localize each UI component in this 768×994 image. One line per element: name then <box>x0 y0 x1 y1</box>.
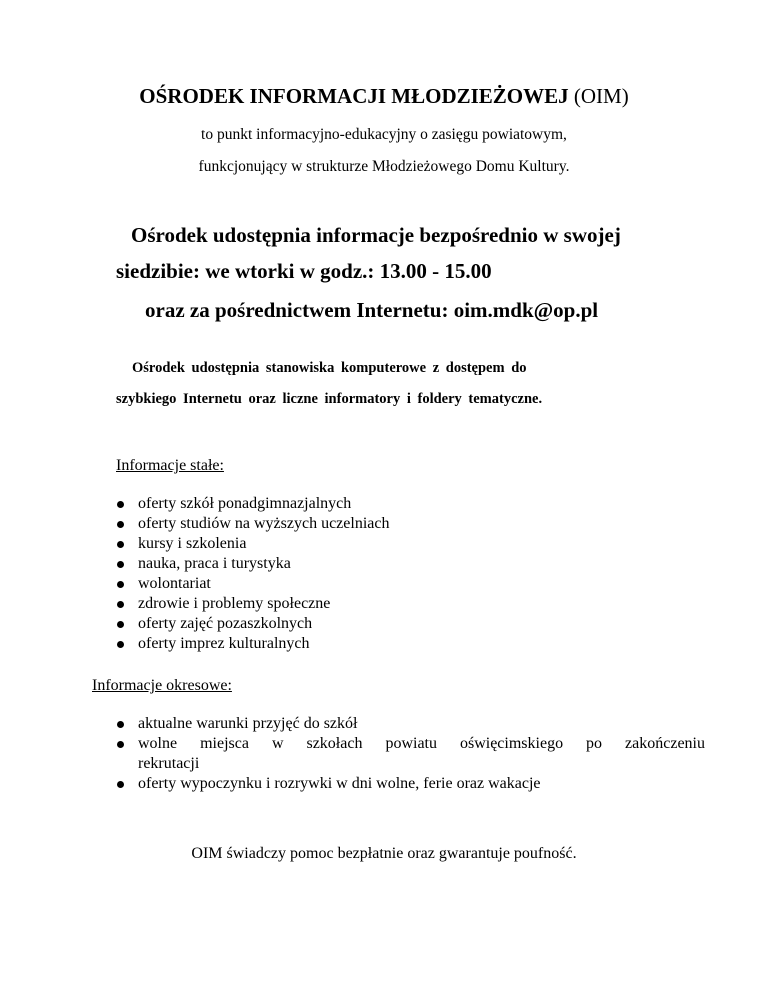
list-item <box>117 734 707 774</box>
intro-line-1: to punkt informacyjno-edukacyjny o zasięgu powiatowym, <box>201 126 567 143</box>
list-item: nauka, praca i turystyka <box>117 554 537 574</box>
periodic-list <box>117 714 707 794</box>
page-title <box>0 84 768 108</box>
list-item-line: rekrutacji <box>138 755 200 772</box>
periodic-heading: Informacje okresowe: <box>92 677 232 694</box>
title-main: OŚRODEK INFORMACJI MŁODZIEŻOWEJ <box>139 84 569 108</box>
list-item: oferty imprez kulturalnych <box>117 634 537 654</box>
list-item: aktualne warunki przyjęć do szkół <box>117 714 707 734</box>
permanent-list <box>117 494 537 654</box>
list-item: oferty studiów na wyższych uczelniach <box>117 514 537 534</box>
list-item: oferty wypoczynku i rozrywki w dni wolne, ferie oraz wakacje <box>117 774 707 794</box>
footer-note: OIM świadczy pomoc bezpłatnie oraz gwarantuje poufność. <box>191 845 577 862</box>
list-item: kursy i szkolenia <box>117 534 537 554</box>
list-item: oferty szkół ponadgimnazjalnych <box>117 494 537 514</box>
list-item: oferty zajęć pozaszkolnych <box>117 614 537 634</box>
list-item: zdrowie i problemy społeczne <box>117 594 537 614</box>
list-item-line: wolne miejsca w szkołach powiatu oświęcimskiego po zakończeniu <box>138 735 705 752</box>
resources-line-1: Ośrodek udostępnia stanowiska komputerowe z dostępem do <box>132 360 527 376</box>
access-line-2: siedzibie: we wtorki w godz.: 13.00 - 15.00 <box>116 259 492 283</box>
permanent-heading: Informacje stałe: <box>116 457 224 474</box>
access-line-3: oraz za pośrednictwem Internetu: oim.mdk@op.pl <box>145 298 599 322</box>
access-line-1: Ośrodek udostępnia informacje bezpośrednio w swojej <box>131 223 621 247</box>
list-item: wolontariat <box>117 574 537 594</box>
resources-line-2: szybkiego Internetu oraz liczne informatory i foldery tematyczne. <box>116 391 543 407</box>
title-abbr: (OIM) <box>573 84 629 108</box>
intro-line-2: funkcjonujący w strukturze Młodzieżowego Domu Kultury. <box>198 158 570 175</box>
